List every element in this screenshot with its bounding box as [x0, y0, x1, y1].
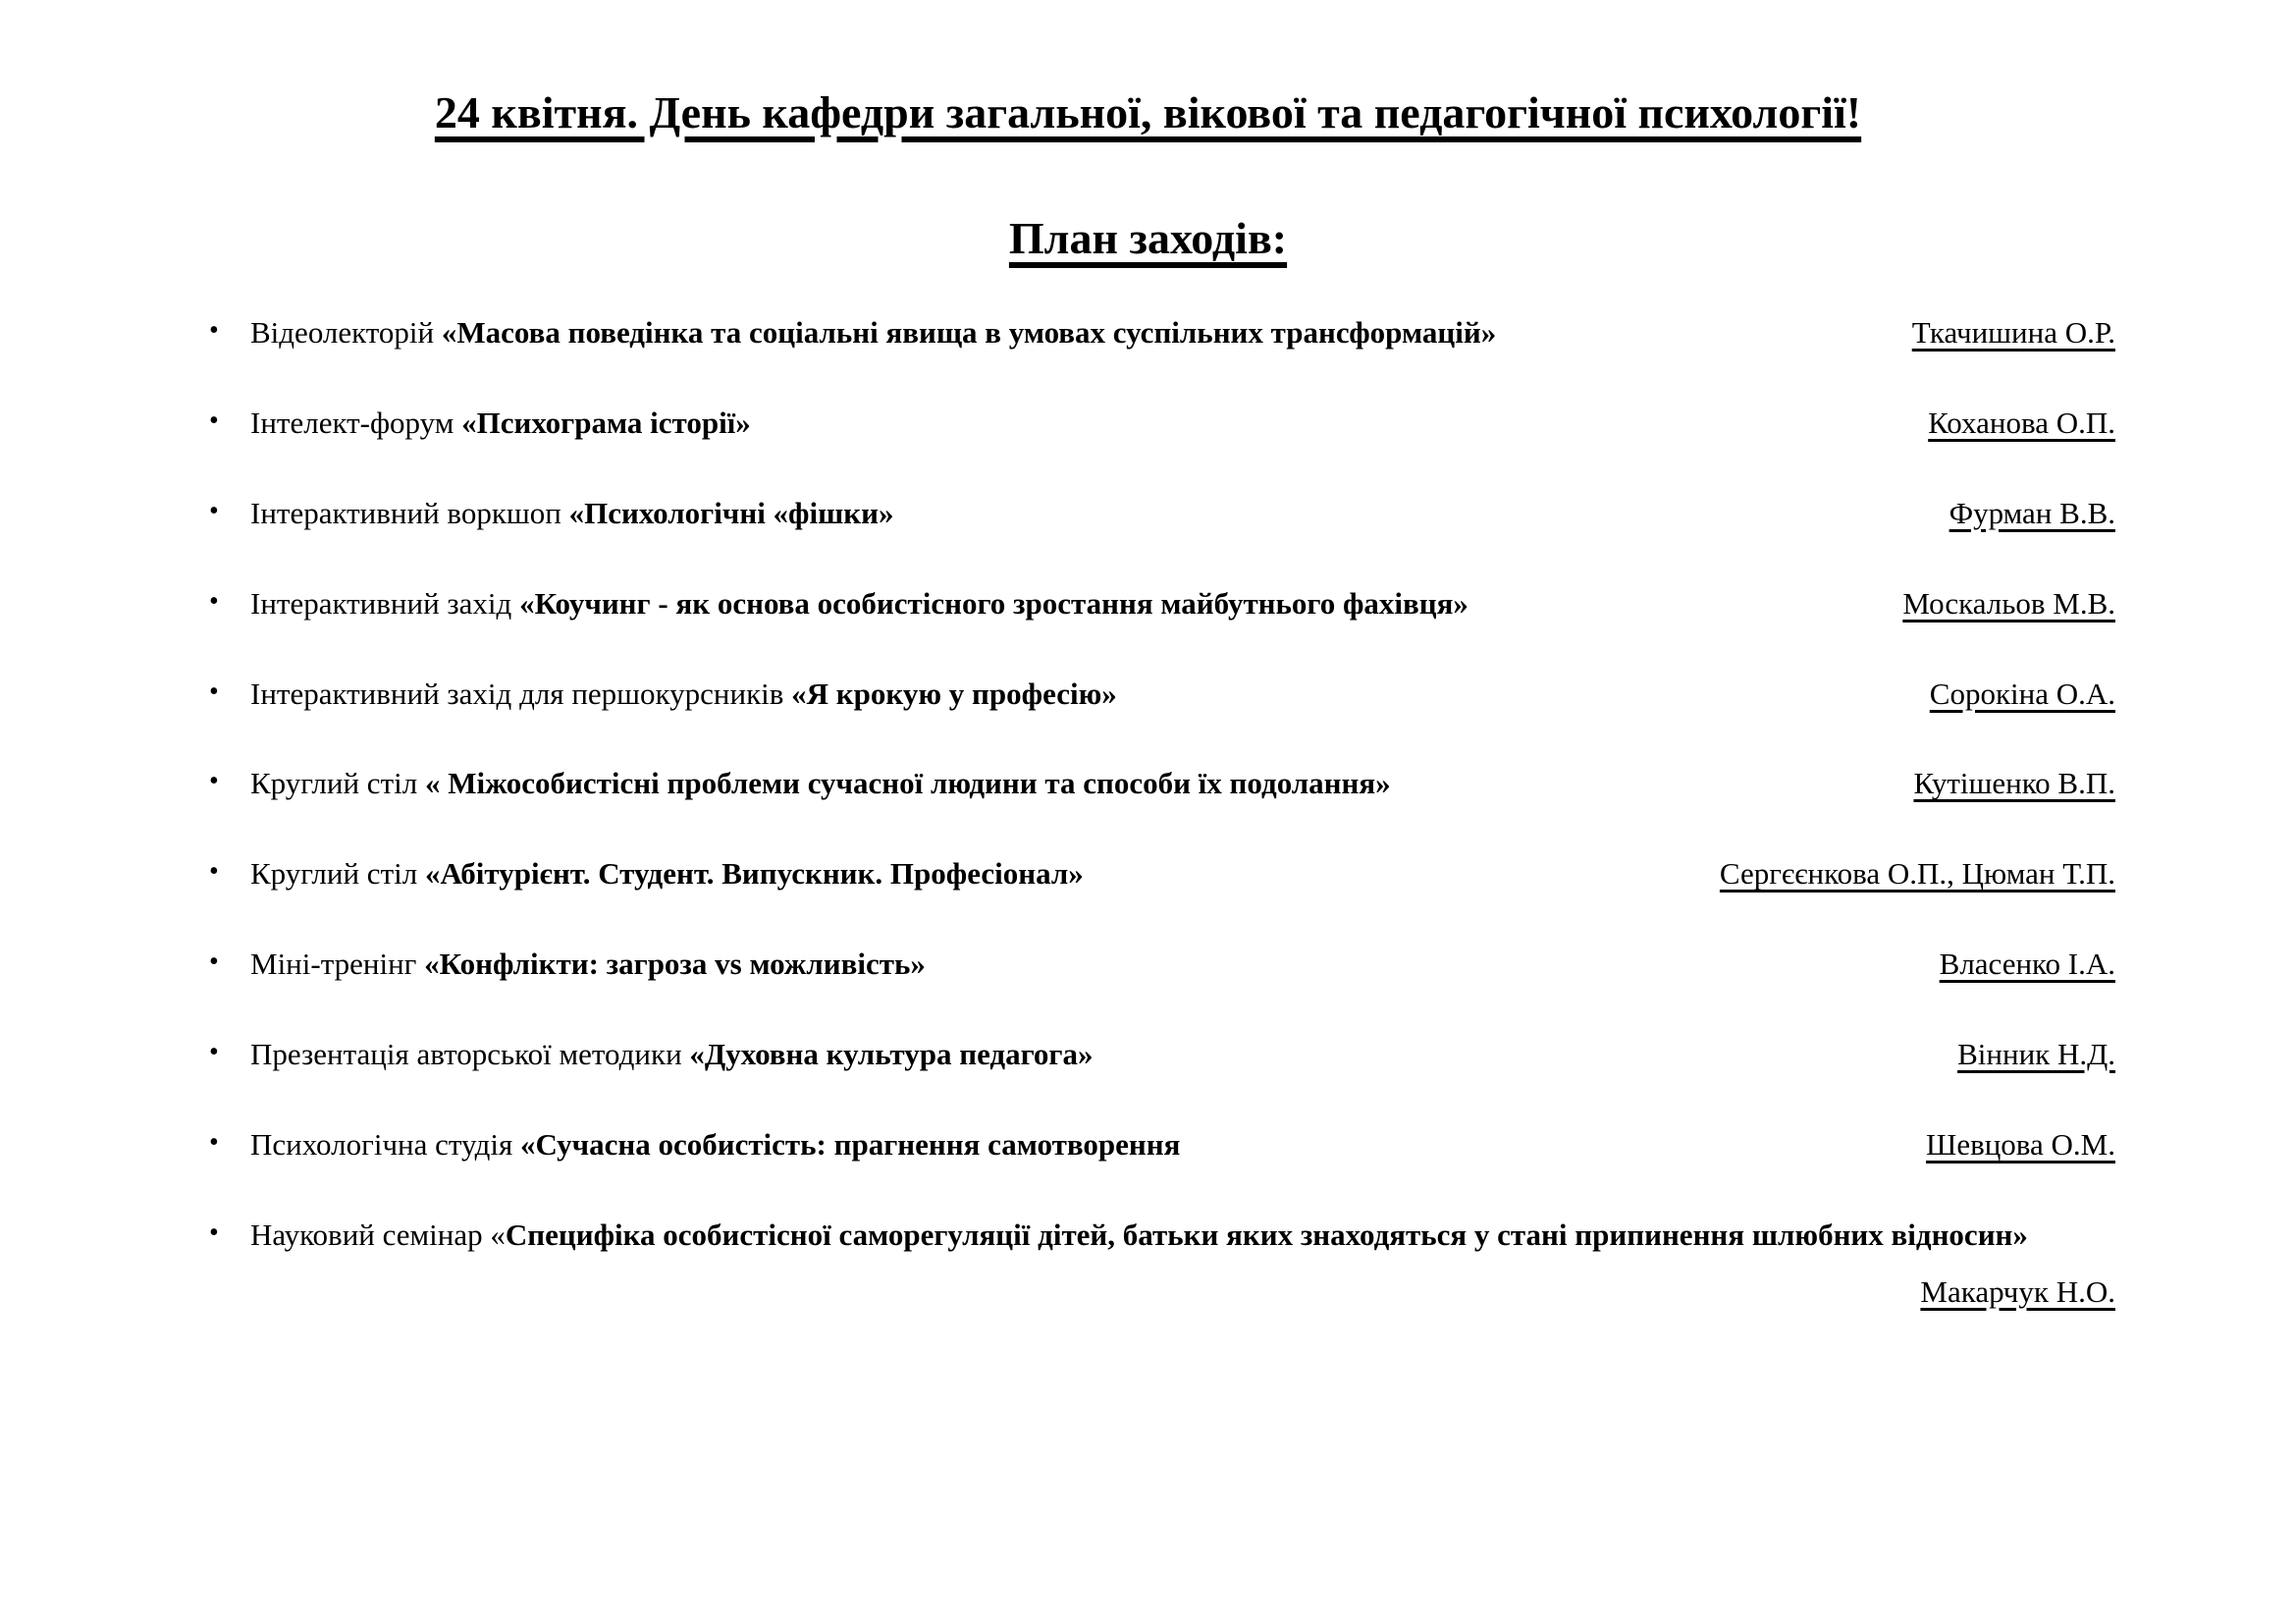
list-item [209, 491, 2115, 536]
event-title: «Психограма історії» [461, 405, 751, 440]
presenter-name: Коханова О.П. [1928, 405, 2115, 440]
event-type: Відеолекторій [250, 315, 442, 350]
event-type: Інтерактивний захід [250, 585, 520, 621]
event-title: «Сучасна особистість: прагнення самотворення [519, 1126, 1181, 1162]
list-item [209, 1122, 2115, 1167]
presenter-name: Кутішенко В.П. [1913, 766, 2115, 801]
list-item [209, 761, 2115, 806]
bullet-icon: • [209, 1037, 219, 1067]
event-title: «Абітурієнт. Студент. Випускник. Професіонал» [424, 856, 1084, 892]
event-title: « Міжособистісні проблеми сучасної людини та способи їх подолання» [424, 766, 1391, 801]
list-item [209, 672, 2115, 717]
presenter-name: Москальов М.В. [1902, 585, 2115, 621]
event-type: Презентація авторської методики [250, 1037, 690, 1071]
presenter-name: Фурман В.В. [1949, 495, 2115, 530]
list-item [209, 310, 2115, 355]
presenter-name: Сорокіна О.А. [1929, 676, 2115, 711]
presenter-name: Шевцова О.М. [1926, 1126, 2115, 1162]
presenter-name: Ткачишина О.Р. [1911, 315, 2115, 350]
event-type: Круглий стіл [250, 856, 425, 892]
page-title: 24 квітня. День кафедри загальної, вікової та педагогічної психології! [434, 87, 1862, 137]
event-title: Специфіка особистісної саморегуляції дітей, батьки яких знаходяться у стані припинення шлюбних відносин» [505, 1217, 2028, 1252]
event-type: Інтерактивний воркшоп [250, 495, 569, 530]
bullet-icon: • [209, 315, 219, 346]
event-title: «Коучинг - як основа особистісного зростання майбутнього фахівця» [519, 585, 1468, 621]
event-type: Психологічна студія [250, 1126, 520, 1162]
bullet-icon: • [209, 676, 219, 707]
list-item [209, 851, 2115, 896]
plan-subtitle: План заходів: [1008, 212, 1288, 263]
event-type: Круглий стіл [250, 766, 425, 801]
bullet-icon: • [209, 856, 219, 888]
event-title: «Духовна культура педагога» [689, 1037, 1094, 1071]
event-type: Інтелект-форум [250, 405, 462, 440]
bullet-icon: • [209, 1126, 219, 1158]
event-title: «Психологічні «фішки» [568, 495, 894, 530]
bullet-icon: • [209, 947, 219, 978]
list-item [209, 1032, 2115, 1077]
event-type: Науковий семінар « [250, 1217, 506, 1252]
event-type: Інтерактивний захід для першокурсників [250, 676, 792, 711]
presenter-name: Макарчук Н.О. [1920, 1273, 2115, 1309]
list-item [209, 401, 2115, 446]
list-item [209, 942, 2115, 987]
presenter-name: Сергєєнкова О.П., Цюман Т.П. [1719, 856, 2115, 892]
list-item [209, 581, 2115, 626]
bullet-icon: • [209, 585, 219, 617]
event-title: «Конфлікти: загроза vs можливість» [424, 947, 926, 982]
event-title: «Я крокую у професію» [791, 676, 1117, 711]
bullet-icon: • [209, 766, 219, 797]
presenter-name: Власенко І.А. [1939, 947, 2115, 982]
bullet-icon: • [209, 495, 219, 526]
event-type: Міні-тренінг [250, 947, 425, 982]
presenter-name: Вінник Н.Д. [1957, 1037, 2115, 1071]
events-list [181, 310, 2115, 1315]
bullet-icon: • [209, 1217, 219, 1248]
list-item [209, 1213, 2115, 1315]
bullet-icon: • [209, 405, 219, 436]
event-title: «Масова поведінка та соціальні явища в умовах суспільних трансформацій» [441, 315, 1497, 350]
